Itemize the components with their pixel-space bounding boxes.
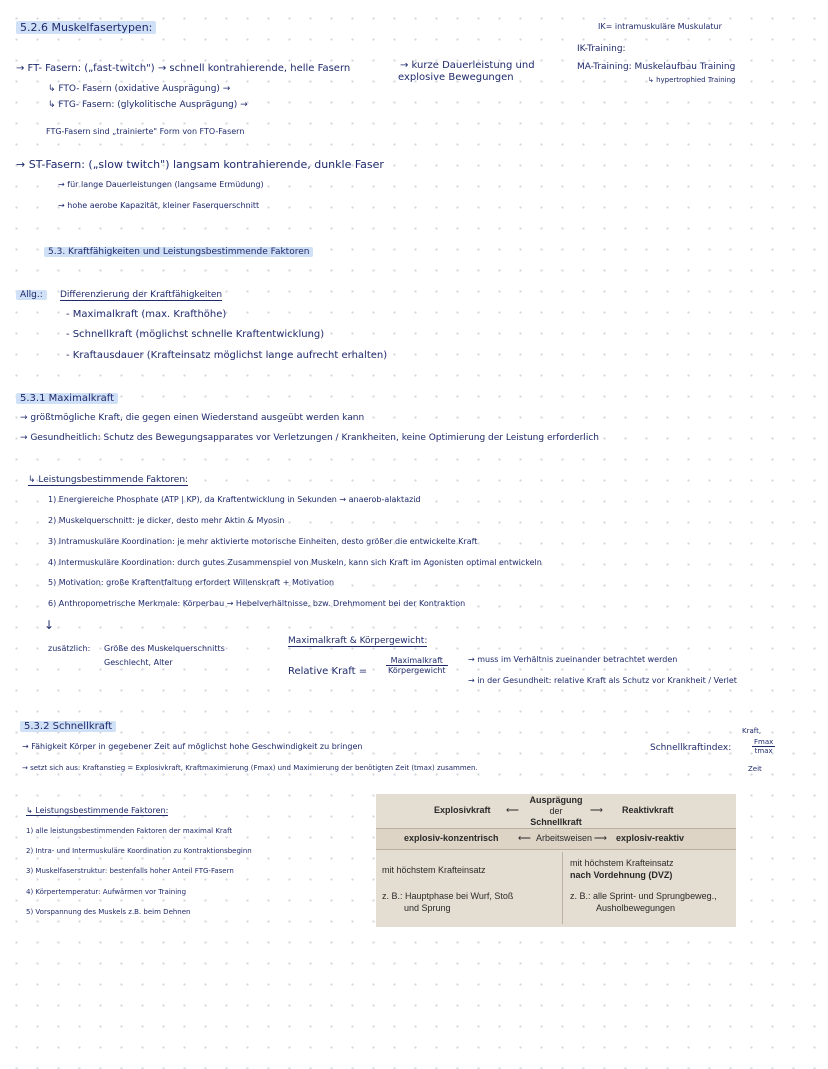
ftg-fasern-line: ↳ FTG- Fasern: (glykolitische Ausprägung) → (48, 100, 248, 110)
maximalkraft-bullet-2: → Gesundheitlich: Schutz des Bewegungsapparates vor Verletzungen / Krankheiten, keine Optimierung der Leistung erforderlich (20, 433, 600, 443)
differenzierung-title: Differenzierung der Kraftfähigkeiten (60, 290, 223, 300)
heading-5-3: 5.3. Kraftfähigkeiten und Leistungsbestimmende Faktoren (44, 247, 313, 257)
st-bullet-2: → hohe aerobe Kapazität, kleiner Faserquerschnitt (58, 201, 260, 210)
cell-der: der (549, 806, 563, 816)
cell-right-r1a: mit höchstem Krafteinsatz (570, 858, 674, 868)
heading-5-2-6: 5.2.6 Muskelfasertypen: (16, 21, 156, 34)
cell-explosiv-konzentrisch: explosiv-konzentrisch (404, 833, 499, 843)
ftg-note: FTG-Fasern sind „trainierte" Form von FTO-Fasern (46, 127, 245, 136)
index-denominator: tmax (754, 747, 773, 755)
ft-right-note-2: explosive Bewegungen (398, 72, 514, 83)
fraction-denominator: Körpergewicht (388, 666, 446, 675)
arrow-left-2: ⟵ (518, 833, 531, 843)
sidenote-ma-training: MA-Training: Muskelaufbau Training (577, 62, 736, 72)
sk-factor-1: 1) alle leistungsbestimmenden Faktoren der maximal Kraft (26, 827, 233, 835)
index-numerator: Fmax (754, 738, 774, 746)
mk-factor-1: 1) Energiereiche Phosphate (ATP | KP), da Kraftentwicklung in Sekunden → anaerob-alaktazid (48, 495, 421, 504)
st-fasern-line: → ST-Fasern: („slow twitch") langsam kontrahierende, dunkle Faser (16, 158, 384, 171)
cell-right-r2b: Ausholbewegungen (596, 903, 676, 913)
sidenote-hypertrophy: ↳ hypertrophied Training (648, 76, 736, 84)
cell-left-r1: mit höchstem Krafteinsatz (382, 865, 486, 875)
cell-explosivkraft: Explosivkraft (434, 805, 491, 815)
cell-left-r2b: und Sprung (404, 903, 451, 913)
ft-fasern-line: → FT- Fasern: („fast-twitch") → schnell kontrahierende, helle Fasern (16, 63, 351, 74)
allg-label: Allg.: (16, 290, 47, 300)
arrow-right-2: ⟶ (594, 833, 607, 843)
cell-schnellkraft: Schnellkraft (530, 817, 582, 827)
kraft-item-1: - Maximalkraft (max. Krafthöhe) (66, 309, 227, 320)
arrow-left: ⟵ (506, 805, 519, 815)
zusatz-label: zusätzlich: (48, 644, 91, 653)
mk-koerpergewicht-title: Maximalkraft & Körpergewicht: (288, 636, 428, 646)
maximalkraft-bullet-1: → größtmögliche Kraft, die gegen einen Wiederstand ausgeübt werden kann (20, 413, 365, 423)
mk-factor-2: 2) Muskelquerschnitt: je dicker, desto mehr Aktin & Myosin (48, 516, 285, 525)
sidenote-ik: IK= intramuskuläre Muskulatur (598, 22, 722, 31)
relative-kraft-note-2: → in der Gesundheit: relative Kraft als Schutz vor Krankheit / Verlet (468, 676, 737, 685)
lf-heading-maximalkraft: ↳ Leistungsbestimmende Faktoren: (28, 475, 189, 485)
arrow-down: ↓ (44, 618, 55, 632)
schnellkraft-bullet-2: → setzt sich aus: Kraftanstieg = Explosivkraft, Kraftmaximierung (Fmax) und Maximierung der benötigten Zeit (tmax) zusammen. (22, 764, 478, 772)
table-header-row (376, 794, 736, 828)
mk-factor-3: 3) Intramuskuläre Koordination: je mehr aktivierte motorische Einheiten, desto größer die entwickelte Kraft (48, 537, 478, 546)
relative-kraft-note-1: → muss im Verhältnis zueinander betrachtet werden (468, 655, 678, 664)
zusatz-line-1: Größe des Muskelquerschnitts (104, 644, 225, 653)
schnellkraft-bullet-1: → Fähigkeit Körper in gegebener Zeit auf möglichst hohe Geschwindigkeit zu bringen (22, 742, 363, 751)
cell-arbeitsweisen: Arbeitsweisen (536, 833, 593, 843)
cell-reaktivkraft: Reaktivkraft (622, 805, 674, 815)
schnellkraftindex-top: Kraft, (742, 727, 762, 735)
table-mode-row (376, 828, 736, 850)
schnellkraft-table (376, 794, 736, 927)
fto-fasern-line: ↳ FTO- Fasern (oxidative Ausprägung) → (48, 84, 231, 94)
st-bullet-1: → für lange Dauerleistungen (langsame Ermüdung) (58, 180, 264, 189)
zusatz-line-2: Geschlecht, Alter (104, 658, 173, 667)
lf-heading-schnellkraft: ↳ Leistungsbestimmende Faktoren: (26, 806, 169, 815)
heading-5-3-2: 5.3.2 Schnellkraft (20, 721, 116, 732)
schnellkraftindex-bottom: Zeit (748, 765, 762, 773)
mk-factor-5: 5) Motivation: große Kraftentfaltung erfordert Willenskraft + Motivation (48, 578, 335, 587)
relative-kraft-fraction (386, 656, 448, 675)
sk-factor-5: 5) Vorspannung des Muskels z.B. beim Dehnen (26, 908, 191, 916)
arrow-right: ⟶ (590, 805, 603, 815)
cell-right-r2a: z. B.: alle Sprint- und Sprungbeweg., (570, 891, 717, 901)
table-body (376, 849, 736, 927)
cell-auspraegung: Ausprägung (529, 795, 583, 805)
cell-left-r2a: z. B.: Hauptphase bei Wurf, Stoß (382, 891, 514, 901)
sk-factor-2: 2) Intra- und Intermuskuläre Koordination zu Kontraktionsbeginn (26, 847, 252, 855)
ft-right-note-1: → kurze Dauerleistung und (400, 60, 535, 71)
relative-kraft-label: Relative Kraft = (288, 666, 368, 677)
fraction-numerator: Maximalkraft (386, 656, 448, 666)
mk-factor-4: 4) Intermuskuläre Koordination: durch gutes Zusammenspiel von Muskeln, kann sich Kraft im Agonisten optimal entwickeln (48, 558, 542, 567)
sk-factor-3: 3) Muskelfaserstruktur: bestenfalls hoher Anteil FTG-Fasern (26, 867, 234, 875)
kraft-item-2: - Schnellkraft (möglichst schnelle Kraftentwicklung) (66, 329, 325, 340)
sidenote-ik-training: IK-Training: (577, 44, 626, 54)
schnellkraftindex-fraction (752, 738, 775, 755)
sk-factor-4: 4) Körpertemperatur: Aufwärmen vor Training (26, 888, 187, 896)
cell-right-r1b: nach Vordehnung (DVZ) (570, 870, 673, 880)
kraft-item-3: - Kraftausdauer (Krafteinsatz möglichst lange aufrecht erhalten) (66, 350, 388, 361)
cell-explosiv-reaktiv: explosiv-reaktiv (616, 833, 685, 843)
mk-factor-6: 6) Anthropometrische Merkmale: Körperbau → Hebelverhältnisse, bzw. Drehmoment bei der Kontraktion (48, 599, 466, 608)
heading-5-3-1: 5.3.1 Maximalkraft (16, 393, 118, 404)
schnellkraftindex-label: Schnellkraftindex: (650, 743, 732, 753)
